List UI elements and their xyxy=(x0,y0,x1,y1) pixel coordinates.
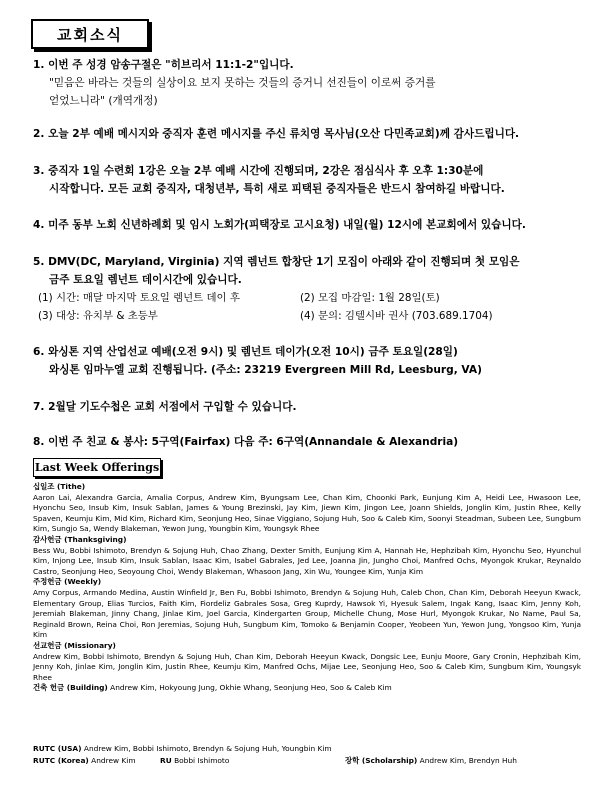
news-item-5-line-2: 금주 토요일 렘넌트 데이시간에 있습니다. xyxy=(49,274,242,286)
news-item-1-line-1: 1. 이번 주 성경 암송구절은 "히브리서 11:1-2"입니다. xyxy=(33,59,294,71)
ru-label: RU xyxy=(160,756,172,765)
choir-detail-target: (3) 대상: 유치부 & 초등부 xyxy=(38,310,158,322)
news-item-2 xyxy=(33,125,593,143)
news-item-6-line-2: 와싱톤 임마누엘 교회 진행됩니다. (주소: 23219 Evergreen Mill Rd, Leesburg, VA) xyxy=(49,364,482,376)
thanksgiving-label: 감사헌금 (Thanksgiving) xyxy=(33,534,127,544)
scholarship-row xyxy=(345,756,517,767)
news-item-4 xyxy=(33,216,593,234)
offerings-list xyxy=(33,482,581,694)
rutc-korea-names: Andrew Kim xyxy=(91,756,136,765)
weekly-label: 주정헌금 (Weekly) xyxy=(33,577,102,587)
news-item-7 xyxy=(33,398,593,416)
rutc-usa-names: Andrew Kim, Bobbi Ishimoto, Brendyn & Sojung Huh, Youngbin Kim xyxy=(83,744,332,753)
missionary-label: 선교헌금 (Missionary) xyxy=(33,640,116,650)
ru-row xyxy=(160,756,229,767)
thanksgiving-names: Bess Wu, Bobbi Ishimoto, Brendyn & Sojung Huh, Chao Zhang, Dexter Smith, Eunjung Kim A, Hannah He, Hephzibah Kim, Hyonchu Seo, Hyunchul Kim, Injong Lee, Insub Kim, Insuk Sablan, Isaac Kim, Isabel Gabrales, Jed Lee, Joanna Jin, Jungho Choi, Manfred Ochs, Myongok Krukar, Reynaldo Castro, Seonjung Heo, Seoyoung Choi, Wendy Blakeman, Whasoon Jang, Xin Wu, Youngee Kim, Yunja Kim xyxy=(33,545,581,576)
rutc-usa-label: RUTC (USA) xyxy=(33,744,82,753)
news-item-1-line-3: 얻었느니라" (개역개정) xyxy=(49,95,158,107)
choir-detail-deadline: (2) 모집 마감일: 1월 28일(토) xyxy=(300,292,440,304)
news-item-5 xyxy=(33,253,593,289)
building-label: 건축 헌금 (Building) xyxy=(33,683,108,693)
choir-detail-contact: (4) 문의: 김텔시바 권사 (703.689.1704) xyxy=(300,310,493,322)
building-names: Andrew Kim, Hokyoung Jung, Okhie Whang, Seonjung Heo, Soo & Caleb Kim xyxy=(110,683,392,693)
ru-names: Bobbi Ishimoto xyxy=(174,756,230,765)
offerings-heading: Last Week Offerings xyxy=(33,458,161,477)
page-title: 교회소식 xyxy=(31,19,149,49)
news-item-1 xyxy=(33,56,593,110)
tithe-names: Aaron Lai, Alexandra Garcia, Amalia Corpus, Andrew Kim, Byungsam Lee, Chan Kim, Choonki Park, Eunjung Kim A, Heidi Lee, Hwasoon Lee, Hyonchu Seo, Insub Kim, Insuk Sablan, James & Young Brezinski, Jay Kim, Jiewn Kim, Jingon Lee, Joann Shields, Jonglin Kim, Justin Rhee, Kelly Spaven, Keumju Kim, Mid Kim, Richard Kim, Seonjung Heo, Sinae Viggiano, Sojung Huh, Soo & Caleb Kim, Soonyi Steadman, Subeen Lee, Sungbum Kim, Sungjo Sa, Wendy Blakeman, Yewon Jung, Youngbin Kim, Youngsyk Rhee xyxy=(33,492,581,534)
scholarship-names: Andrew Kim, Brendyn Huh xyxy=(419,756,517,765)
news-item-2-line-1: 2. 오늘 2부 예배 메시지와 중직자 훈련 메시지를 주신 류치영 목사님(오산 다민족교회)께 감사드립니다. xyxy=(33,128,520,140)
weekly-names: Amy Corpus, Armando Medina, Austin Winfield Jr, Ben Fu, Bobbi Ishimoto, Brendyn & Sojung Huh, Caleb Chon, Chan Kim, Deborah Heeyun Kwack, Elementary Group, Elias Turcios, Faith Kim, Fiordeliz Gabrales Sosa, Greg Kuprdy, Hawsok Yi, Hyesuk Salem, Ingak Kang, Isaac Kim, Jenny Koh, Jeremiah Blakeman, Jinny Chang, Jinlae Kim, Joel Garcia, Kindergarten Group, Michelle Chung, Mose Hurl, Myongok Krukar, No Name, Paul Sa, Reginald Brown, Reina Choi, Ron Jeremias, Sojung Huh, Sungbum Kim, Tomoko & Benjamin Cooper, Yeobeen Yun, Yewon Jung, Yongsoo Kim, Yunja Kim xyxy=(33,587,581,640)
rutc-korea-row xyxy=(33,756,136,767)
news-item-8-line-1: 8. 이번 주 친교 & 봉사: 5구역(Fairfax) 다음 주: 6구역(Annandale & Alexandria) xyxy=(33,436,459,448)
rutc-korea-label: RUTC (Korea) xyxy=(33,756,89,765)
news-item-5-line-1: 5. DMV(DC, Maryland, Virginia) 지역 렘넌트 합창단 1기 모집이 아래와 같이 진행되며 첫 모임은 xyxy=(33,256,520,268)
news-item-7-line-1: 7. 2월달 기도수첩은 교회 서점에서 구입할 수 있습니다. xyxy=(33,401,297,413)
news-item-3 xyxy=(33,162,593,198)
news-item-6 xyxy=(33,343,593,379)
news-item-3-line-1: 3. 중직자 1일 수련회 1강은 오늘 2부 예배 시간에 진행되며, 2강은 점심식사 후 오후 1:30분에 xyxy=(33,165,484,177)
news-item-3-line-2: 시작합니다. 모든 교회 중직자, 대청년부, 특히 새로 피택된 중직자들은 반드시 참여하길 바랍니다. xyxy=(49,183,505,195)
scholarship-label: 장학 (Scholarship) xyxy=(345,756,418,765)
tithe-label: 십일조 (Tithe) xyxy=(33,482,86,491)
news-item-6-line-1: 6. 와싱톤 지역 산업선교 예배(오전 9시) 및 렘넌트 데이가(오전 10시) 금주 토요일(28일) xyxy=(33,346,458,358)
news-item-1-line-2: "믿음은 바라는 것들의 실상이요 보지 못하는 것들의 증거니 선진들이 이로써 증거를 xyxy=(49,77,436,89)
building-row xyxy=(33,683,581,694)
news-item-8 xyxy=(33,433,593,451)
rutc-usa-row xyxy=(33,744,332,755)
choir-detail-time: (1) 시간: 매달 마지막 토요일 렘넌트 데이 후 xyxy=(38,292,240,304)
missionary-names: Andrew Kim, Bobbi Ishimoto, Brendyn & Sojung Huh, Chan Kim, Deborah Heeyun Kwack, Dongsic Lee, Eunju Moore, Gary Cronin, Hephzibah Kim, Jenny Koh, Jinlae Kim, Jonglin Kim, Justin Rhee, Keumju Kim, Manfred Ochs, Mijae Lee, Seonjung Heo, Soo & Caleb Kim, Sungbum Kim, Youngsyk Rhee xyxy=(33,651,581,682)
news-item-4-line-1: 4. 미주 동부 노회 신년하례회 및 임시 노회가(피택장로 고시요청) 내일(월) 12시에 본교회에서 있습니다. xyxy=(33,219,526,231)
